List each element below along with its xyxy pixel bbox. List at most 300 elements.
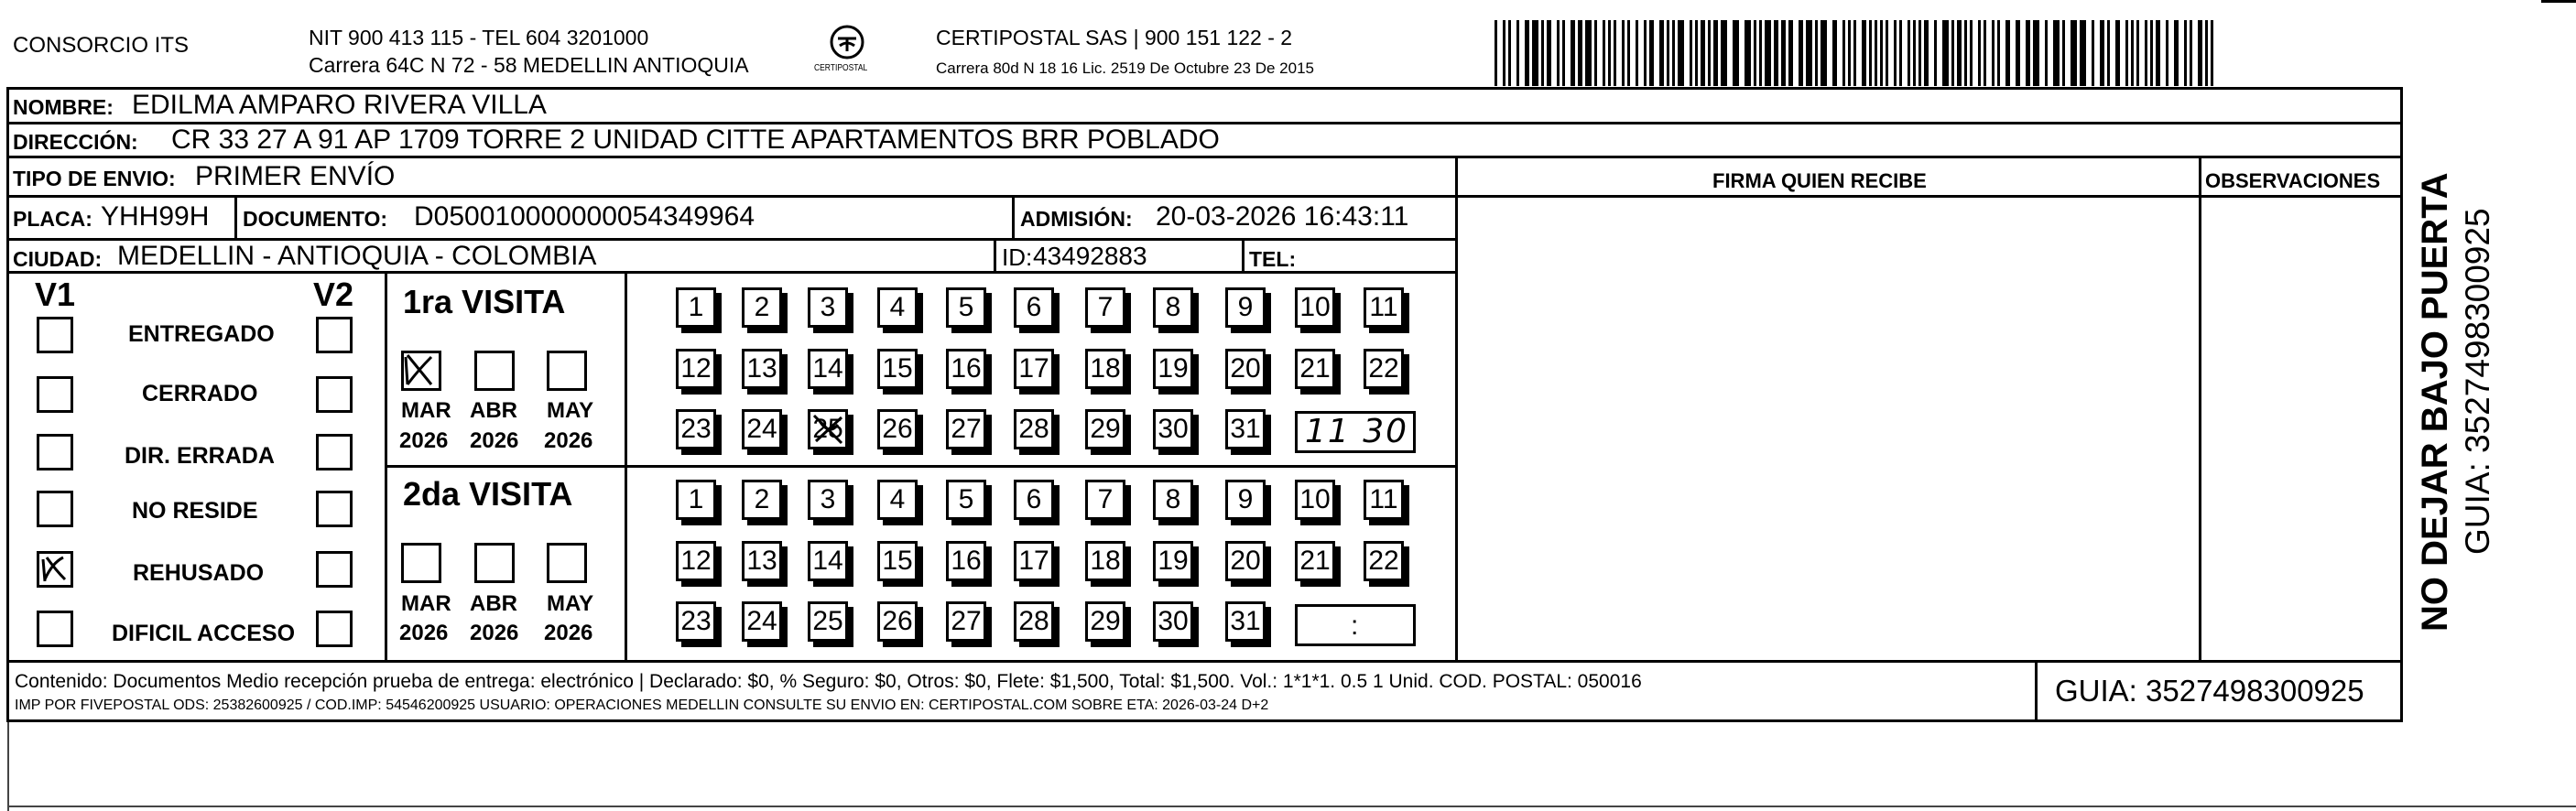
- day-number: 4: [889, 484, 906, 514]
- day-box-4[interactable]: [877, 480, 918, 520]
- day-box-15[interactable]: [877, 349, 918, 389]
- day-box-26[interactable]: [877, 409, 918, 449]
- day-box-18[interactable]: [1085, 541, 1125, 581]
- day-number: 12: [680, 546, 712, 576]
- status-label: DIR. ERRADA: [125, 443, 275, 469]
- barcode-bar: [2092, 20, 2094, 86]
- day-box-4[interactable]: [877, 287, 918, 328]
- day-number: 5: [958, 292, 974, 322]
- barcode-bar: [1862, 20, 1866, 86]
- barcode-bar: [1649, 20, 1654, 86]
- day-box-24[interactable]: [742, 601, 782, 642]
- barcode-bar: [1541, 20, 1544, 86]
- day-number: 6: [1026, 484, 1042, 514]
- day-box-11[interactable]: [1364, 480, 1404, 520]
- day-number: 14: [812, 546, 843, 576]
- tipo-envio-label: TIPO DE ENVIO:: [13, 167, 176, 190]
- barcode-bar: [1788, 20, 1793, 86]
- barcode-bar: [2033, 20, 2039, 86]
- footer-line-2: IMP POR FIVEPOSTAL ODS: 25382600925 / COD.IMP: 54546200925 USUARIO: OPERACIONES MEDELLIN CONSULTE SU ENVIO EN: CERTIPOSTAL.COM SOBRE ETA: 2026-03-24 D+2: [15, 697, 1269, 713]
- barcode-bar: [2131, 20, 2134, 86]
- day-box-6[interactable]: [1014, 287, 1054, 328]
- ciudad-value: MEDELLIN - ANTIOQUIA - COLOMBIA: [117, 241, 597, 271]
- day-box-11[interactable]: [1364, 287, 1404, 328]
- day-box-23[interactable]: [676, 409, 716, 449]
- barcode-bar: [1708, 20, 1711, 86]
- footer-guia: GUIA: 3527498300925: [2055, 674, 2364, 708]
- day-number: 13: [746, 353, 777, 384]
- barcode-bar: [2190, 20, 2192, 86]
- month-label: ABR: [470, 591, 517, 616]
- barcode-bar: [1924, 20, 1929, 86]
- barcode-bar: [2174, 20, 2179, 86]
- barcode-bar: [1627, 20, 1630, 86]
- v2-checkbox[interactable]: [316, 317, 353, 353]
- day-box-20[interactable]: [1225, 541, 1266, 581]
- nombre-value: EDILMA AMPARO RIVERA VILLA: [132, 90, 547, 120]
- month-label: MAR: [401, 591, 451, 616]
- barcode-bar: [1713, 20, 1718, 86]
- barcode-bar: [1886, 20, 1888, 86]
- day-box-19[interactable]: [1153, 541, 1193, 581]
- day-box-3[interactable]: [808, 287, 848, 328]
- direccion-label: DIRECCIÓN:: [13, 130, 138, 154]
- status-label: NO RESIDE: [132, 498, 258, 524]
- ciudad-label: CIUDAD:: [13, 247, 103, 271]
- v2-label: V2: [313, 276, 354, 313]
- day-number: 3: [820, 484, 836, 514]
- placa-label: PLACA:: [13, 207, 92, 231]
- nit-line: NIT 900 413 115 - TEL 604 3201000: [309, 26, 649, 49]
- day-box-23[interactable]: [676, 601, 716, 642]
- barcode-bar: [1701, 20, 1705, 86]
- barcode-bar: [2107, 20, 2110, 86]
- day-number: 11: [1369, 292, 1398, 322]
- barcode-bar: [1942, 20, 1949, 86]
- day-box-8[interactable]: [1153, 287, 1193, 328]
- day-number: 13: [746, 546, 777, 576]
- day-number: 10: [1299, 292, 1331, 322]
- day-box-2[interactable]: [742, 287, 782, 328]
- day-number: 30: [1158, 414, 1189, 444]
- day-box-5[interactable]: [946, 480, 986, 520]
- barcode-bar: [1992, 20, 1994, 86]
- barcode-bar: [1695, 20, 1698, 86]
- day-box-21[interactable]: [1295, 349, 1335, 389]
- day-number: 5: [958, 484, 974, 514]
- placa-value: YHH99H: [101, 201, 210, 232]
- barcode-bar: [1562, 20, 1565, 86]
- day-box-17[interactable]: [1014, 541, 1054, 581]
- day-number: 10: [1299, 484, 1331, 514]
- visit-2-time: :: [1351, 611, 1359, 641]
- barcode-bar: [1918, 20, 1921, 86]
- day-number: 16: [951, 353, 982, 384]
- barcode-bar: [1745, 20, 1751, 86]
- v1-checkbox[interactable]: [37, 376, 73, 413]
- month-checkbox-may[interactable]: [547, 351, 587, 391]
- barcode-bar: [1678, 20, 1684, 86]
- day-box-31[interactable]: [1225, 601, 1266, 642]
- v2-checkbox[interactable]: [316, 551, 353, 588]
- month-label: ABR: [470, 398, 517, 423]
- page-edge-left: [7, 722, 9, 811]
- day-box-25[interactable]: [808, 409, 848, 449]
- day-box-3[interactable]: [808, 480, 848, 520]
- day-number: 26: [882, 606, 913, 636]
- barcode-bar: [1721, 20, 1727, 86]
- barcode-bar: [2156, 20, 2160, 86]
- barcode-bar: [2205, 20, 2208, 86]
- month-checkbox-mar-checked[interactable]: [401, 351, 441, 391]
- handwritten-x-mark: [810, 412, 845, 447]
- barcode-bar: [2062, 20, 2065, 86]
- documento-value: D050010000000054349964: [414, 201, 755, 232]
- barcode-bar: [1547, 20, 1551, 86]
- address-line: Carrera 64C N 72 - 58 MEDELLIN ANTIOQUIA: [309, 53, 749, 77]
- barcode-bar: [1608, 20, 1611, 86]
- day-box-19[interactable]: [1153, 349, 1193, 389]
- day-box-18[interactable]: [1085, 349, 1125, 389]
- barcode-bar: [1690, 20, 1692, 86]
- barcode-bar: [1894, 20, 1897, 86]
- tipo-envio-value: PRIMER ENVÍO: [195, 161, 396, 191]
- day-box-12[interactable]: [676, 349, 716, 389]
- v2-checkbox[interactable]: [316, 434, 353, 470]
- barcode-bar: [1644, 20, 1647, 86]
- month-checkbox-abr[interactable]: [474, 543, 515, 583]
- day-number: 18: [1090, 353, 1121, 384]
- day-number: 25: [812, 606, 843, 636]
- barcode-bar: [1964, 20, 1967, 86]
- day-box-13[interactable]: [742, 349, 782, 389]
- month-checkbox-mar[interactable]: [401, 543, 441, 583]
- day-box-30[interactable]: [1153, 409, 1193, 449]
- barcode-bar: [1997, 20, 2000, 86]
- day-number: 9: [1237, 484, 1254, 514]
- day-number: 31: [1230, 606, 1261, 636]
- barcode-bar: [1832, 20, 1837, 86]
- day-box-12[interactable]: [676, 541, 716, 581]
- barcode-bar: [1842, 20, 1845, 86]
- day-box-25[interactable]: [808, 601, 848, 642]
- barcode-bar: [1672, 20, 1675, 86]
- month-label: MAY: [547, 398, 594, 423]
- day-number: 20: [1230, 546, 1261, 576]
- barcode-bar: [2125, 20, 2128, 86]
- nombre-label: NOMBRE:: [13, 95, 114, 119]
- barcode-bar: [1978, 20, 1981, 86]
- day-box-29[interactable]: [1085, 409, 1125, 449]
- barcode-bar: [1614, 20, 1616, 86]
- v2-checkbox[interactable]: [316, 611, 353, 647]
- month-checkbox-may[interactable]: [547, 543, 587, 583]
- barcode-bar: [1585, 20, 1592, 86]
- footer-line-1: Contenido: Documentos Medio recepción prueba de entrega: electrónico | Declarado: $0, % Seguro: $0, Otros: $0, Flete: $1,500, Total: $1,500. Vol.: 1*1*1. 0.5 1 Unid. COD. POSTAL: 050016: [15, 671, 1642, 692]
- firma-header: FIRMA QUIEN RECIBE: [1712, 169, 1927, 192]
- day-number: 22: [1368, 353, 1399, 384]
- day-number: 3: [820, 292, 836, 322]
- barcode-bar: [1957, 20, 1962, 86]
- observaciones-header: OBSERVACIONES: [2205, 169, 2381, 192]
- day-box-1[interactable]: [676, 287, 716, 328]
- day-number: 11: [1369, 484, 1398, 514]
- certipostal-line: CERTIPOSTAL SAS | 900 151 122 - 2: [936, 26, 1293, 49]
- day-box-28[interactable]: [1014, 601, 1054, 642]
- day-box-5[interactable]: [946, 287, 986, 328]
- day-box-1[interactable]: [676, 480, 716, 520]
- day-box-31[interactable]: [1225, 409, 1266, 449]
- day-number: 28: [1018, 414, 1049, 444]
- barcode-bar: [1908, 20, 1910, 86]
- barcode-bar: [1578, 20, 1582, 86]
- id-value: 43492883: [1033, 242, 1147, 270]
- status-label: DIFICIL ACCESO: [112, 621, 296, 646]
- day-number: 12: [680, 353, 712, 384]
- day-box-13[interactable]: [742, 541, 782, 581]
- v1-checkbox[interactable]: [37, 434, 73, 470]
- day-number: 15: [882, 546, 913, 576]
- year-label: 2026: [470, 621, 519, 645]
- day-number: 27: [951, 414, 982, 444]
- day-number: 4: [889, 292, 906, 322]
- barcode-bar: [1806, 20, 1812, 86]
- barcode-bar: [1503, 20, 1505, 86]
- status-label: REHUSADO: [133, 560, 265, 586]
- day-box-22[interactable]: [1364, 349, 1404, 389]
- barcode-bar: [2080, 20, 2086, 86]
- day-number: 24: [746, 606, 777, 636]
- barcode-bar: [1913, 20, 1916, 86]
- handwritten-x-mark: [404, 353, 439, 388]
- day-box-16[interactable]: [946, 349, 986, 389]
- license-line: Carrera 80d N 18 16 Lic. 2519 De Octubre 23 De 2015: [936, 59, 1314, 77]
- day-box-27[interactable]: [946, 601, 986, 642]
- day-number: 23: [680, 606, 712, 636]
- year-label: 2026: [399, 621, 449, 645]
- barcode-bar: [1899, 20, 1902, 86]
- day-box-8[interactable]: [1153, 480, 1193, 520]
- barcode-bar: [1781, 20, 1786, 86]
- day-number: 25: [812, 414, 843, 444]
- day-number: 14: [812, 353, 843, 384]
- v1-checkbox[interactable]: [37, 611, 73, 647]
- v2-checkbox[interactable]: [316, 491, 353, 527]
- day-number: 7: [1097, 484, 1114, 514]
- day-box-10[interactable]: [1295, 480, 1335, 520]
- day-box-17[interactable]: [1014, 349, 1054, 389]
- barcode-bar: [1821, 20, 1827, 86]
- barcode: [1495, 20, 2223, 91]
- day-number: 30: [1158, 606, 1189, 636]
- month-checkbox-abr[interactable]: [474, 351, 515, 391]
- company-name: CONSORCIO ITS: [13, 33, 190, 58]
- day-number: 19: [1158, 546, 1189, 576]
- barcode-bar: [1603, 20, 1605, 86]
- day-number: 8: [1165, 484, 1181, 514]
- side-guia: GUIA: 3527498300925: [2459, 208, 2496, 555]
- day-box-29[interactable]: [1085, 601, 1125, 642]
- day-number: 2: [754, 292, 770, 322]
- day-box-7[interactable]: [1085, 480, 1125, 520]
- day-box-21[interactable]: [1295, 541, 1335, 581]
- barcode-bar: [1516, 20, 1519, 86]
- day-number: 21: [1299, 546, 1331, 576]
- month-label: MAY: [547, 591, 594, 616]
- barcode-bar: [1875, 20, 1877, 86]
- barcode-bar: [2145, 20, 2147, 86]
- day-number: 31: [1230, 414, 1261, 444]
- v1-checkbox-checked[interactable]: [37, 551, 73, 588]
- barcode-bar: [1667, 20, 1669, 86]
- barcode-bar: [1970, 20, 1973, 86]
- barcode-bar: [2071, 20, 2077, 86]
- day-box-15[interactable]: [877, 541, 918, 581]
- barcode-bar: [1495, 20, 1497, 86]
- admision-value: 20-03-2026 16:43:11: [1156, 201, 1409, 232]
- day-number: 1: [688, 484, 704, 514]
- day-number: 20: [1230, 353, 1261, 384]
- day-box-30[interactable]: [1153, 601, 1193, 642]
- day-box-24[interactable]: [742, 409, 782, 449]
- day-box-20[interactable]: [1225, 349, 1266, 389]
- day-box-26[interactable]: [877, 601, 918, 642]
- barcode-bar: [1659, 20, 1664, 86]
- day-number: 17: [1018, 546, 1049, 576]
- barcode-bar: [1759, 20, 1762, 86]
- admision-label: ADMISIÓN:: [1020, 207, 1133, 231]
- day-box-7[interactable]: [1085, 287, 1125, 328]
- day-number: 29: [1090, 414, 1121, 444]
- tel-label: TEL:: [1249, 247, 1297, 271]
- day-number: 15: [882, 353, 913, 384]
- status-label: ENTREGADO: [128, 321, 275, 347]
- day-number: 19: [1158, 353, 1189, 384]
- day-number: 1: [688, 292, 704, 322]
- barcode-bar: [1754, 20, 1756, 86]
- barcode-bar: [1571, 20, 1575, 86]
- day-number: 8: [1165, 292, 1181, 322]
- barcode-bar: [2026, 20, 2030, 86]
- day-box-10[interactable]: [1295, 287, 1335, 328]
- barcode-bar: [1869, 20, 1872, 86]
- top-right-mark: [2541, 0, 2576, 3]
- day-number: 23: [680, 414, 712, 444]
- visit-2-time-box[interactable]: [1295, 604, 1416, 646]
- barcode-bar: [2100, 20, 2104, 86]
- certipostal-logo: [810, 24, 884, 81]
- v1-checkbox[interactable]: [37, 317, 73, 353]
- barcode-bar: [1557, 20, 1560, 86]
- barcode-bar: [2211, 20, 2213, 86]
- barcode-bar: [2115, 20, 2120, 86]
- barcode-bar: [1622, 20, 1625, 86]
- barcode-bar: [2136, 20, 2139, 86]
- day-box-22[interactable]: [1364, 541, 1404, 581]
- barcode-bar: [1853, 20, 1856, 86]
- visit-1-time: 11 30: [1305, 413, 1409, 450]
- barcode-bar: [1636, 20, 1638, 86]
- barcode-bar: [1532, 20, 1538, 86]
- day-number: 18: [1090, 546, 1121, 576]
- day-box-14[interactable]: [808, 349, 848, 389]
- id-label: ID:: [1002, 243, 1033, 271]
- no-dejar-bajo-puerta: NO DEJAR BAJO PUERTA: [2415, 172, 2455, 632]
- day-number: 24: [746, 414, 777, 444]
- barcode-bar: [1525, 20, 1529, 86]
- day-number: 21: [1299, 353, 1331, 384]
- year-label: 2026: [470, 428, 519, 453]
- day-box-28[interactable]: [1014, 409, 1054, 449]
- day-box-27[interactable]: [946, 409, 986, 449]
- day-number: 27: [951, 606, 982, 636]
- handwritten-x-mark: [39, 554, 71, 585]
- v2-checkbox[interactable]: [316, 376, 353, 413]
- barcode-bar: [2166, 20, 2168, 86]
- barcode-bar: [1815, 20, 1818, 86]
- barcode-bar: [2045, 20, 2048, 86]
- barcode-bar: [1951, 20, 1954, 86]
- barcode-bar: [2198, 20, 2202, 86]
- day-number: 29: [1090, 606, 1121, 636]
- day-box-9[interactable]: [1225, 287, 1266, 328]
- day-box-2[interactable]: [742, 480, 782, 520]
- visit-2-title: 2da VISITA: [403, 475, 573, 513]
- barcode-bar: [1880, 20, 1883, 86]
- day-number: 16: [951, 546, 982, 576]
- day-number: 6: [1026, 292, 1042, 322]
- day-number: 7: [1097, 292, 1114, 322]
- status-label: CERRADO: [142, 381, 258, 406]
- barcode-bar: [1799, 20, 1803, 86]
- barcode-bar: [2016, 20, 2020, 86]
- v1-label: V1: [35, 276, 76, 313]
- barcode-bar: [2053, 20, 2060, 86]
- logo-text: CERTIPOSTAL: [814, 63, 868, 73]
- day-number: 22: [1368, 546, 1399, 576]
- day-number: 17: [1018, 353, 1049, 384]
- visit-1-time-box[interactable]: [1295, 411, 1416, 453]
- year-label: 2026: [544, 428, 593, 453]
- year-label: 2026: [544, 621, 593, 645]
- year-label: 2026: [399, 428, 449, 453]
- barcode-bar: [2184, 20, 2187, 86]
- v1-checkbox[interactable]: [37, 491, 73, 527]
- barcode-bar: [1733, 20, 1739, 86]
- day-box-9[interactable]: [1225, 480, 1266, 520]
- barcode-bar: [1508, 20, 1511, 86]
- barcode-bar: [2150, 20, 2153, 86]
- month-label: MAR: [401, 398, 451, 423]
- documento-label: DOCUMENTO:: [243, 207, 388, 231]
- barcode-bar: [1984, 20, 1986, 86]
- day-number: 28: [1018, 606, 1049, 636]
- barcode-bar: [1848, 20, 1851, 86]
- barcode-bar: [1594, 20, 1597, 86]
- day-number: 9: [1237, 292, 1254, 322]
- day-box-14[interactable]: [808, 541, 848, 581]
- day-number: 26: [882, 414, 913, 444]
- visit-1-title: 1ra VISITA: [403, 283, 566, 320]
- day-box-16[interactable]: [946, 541, 986, 581]
- barcode-bar: [2005, 20, 2010, 86]
- barcode-bar: [1765, 20, 1771, 86]
- day-box-6[interactable]: [1014, 480, 1054, 520]
- barcode-bar: [1934, 20, 1937, 86]
- day-number: 2: [754, 484, 770, 514]
- page-edge-bottom: [7, 806, 2576, 807]
- barcode-bar: [1774, 20, 1778, 86]
